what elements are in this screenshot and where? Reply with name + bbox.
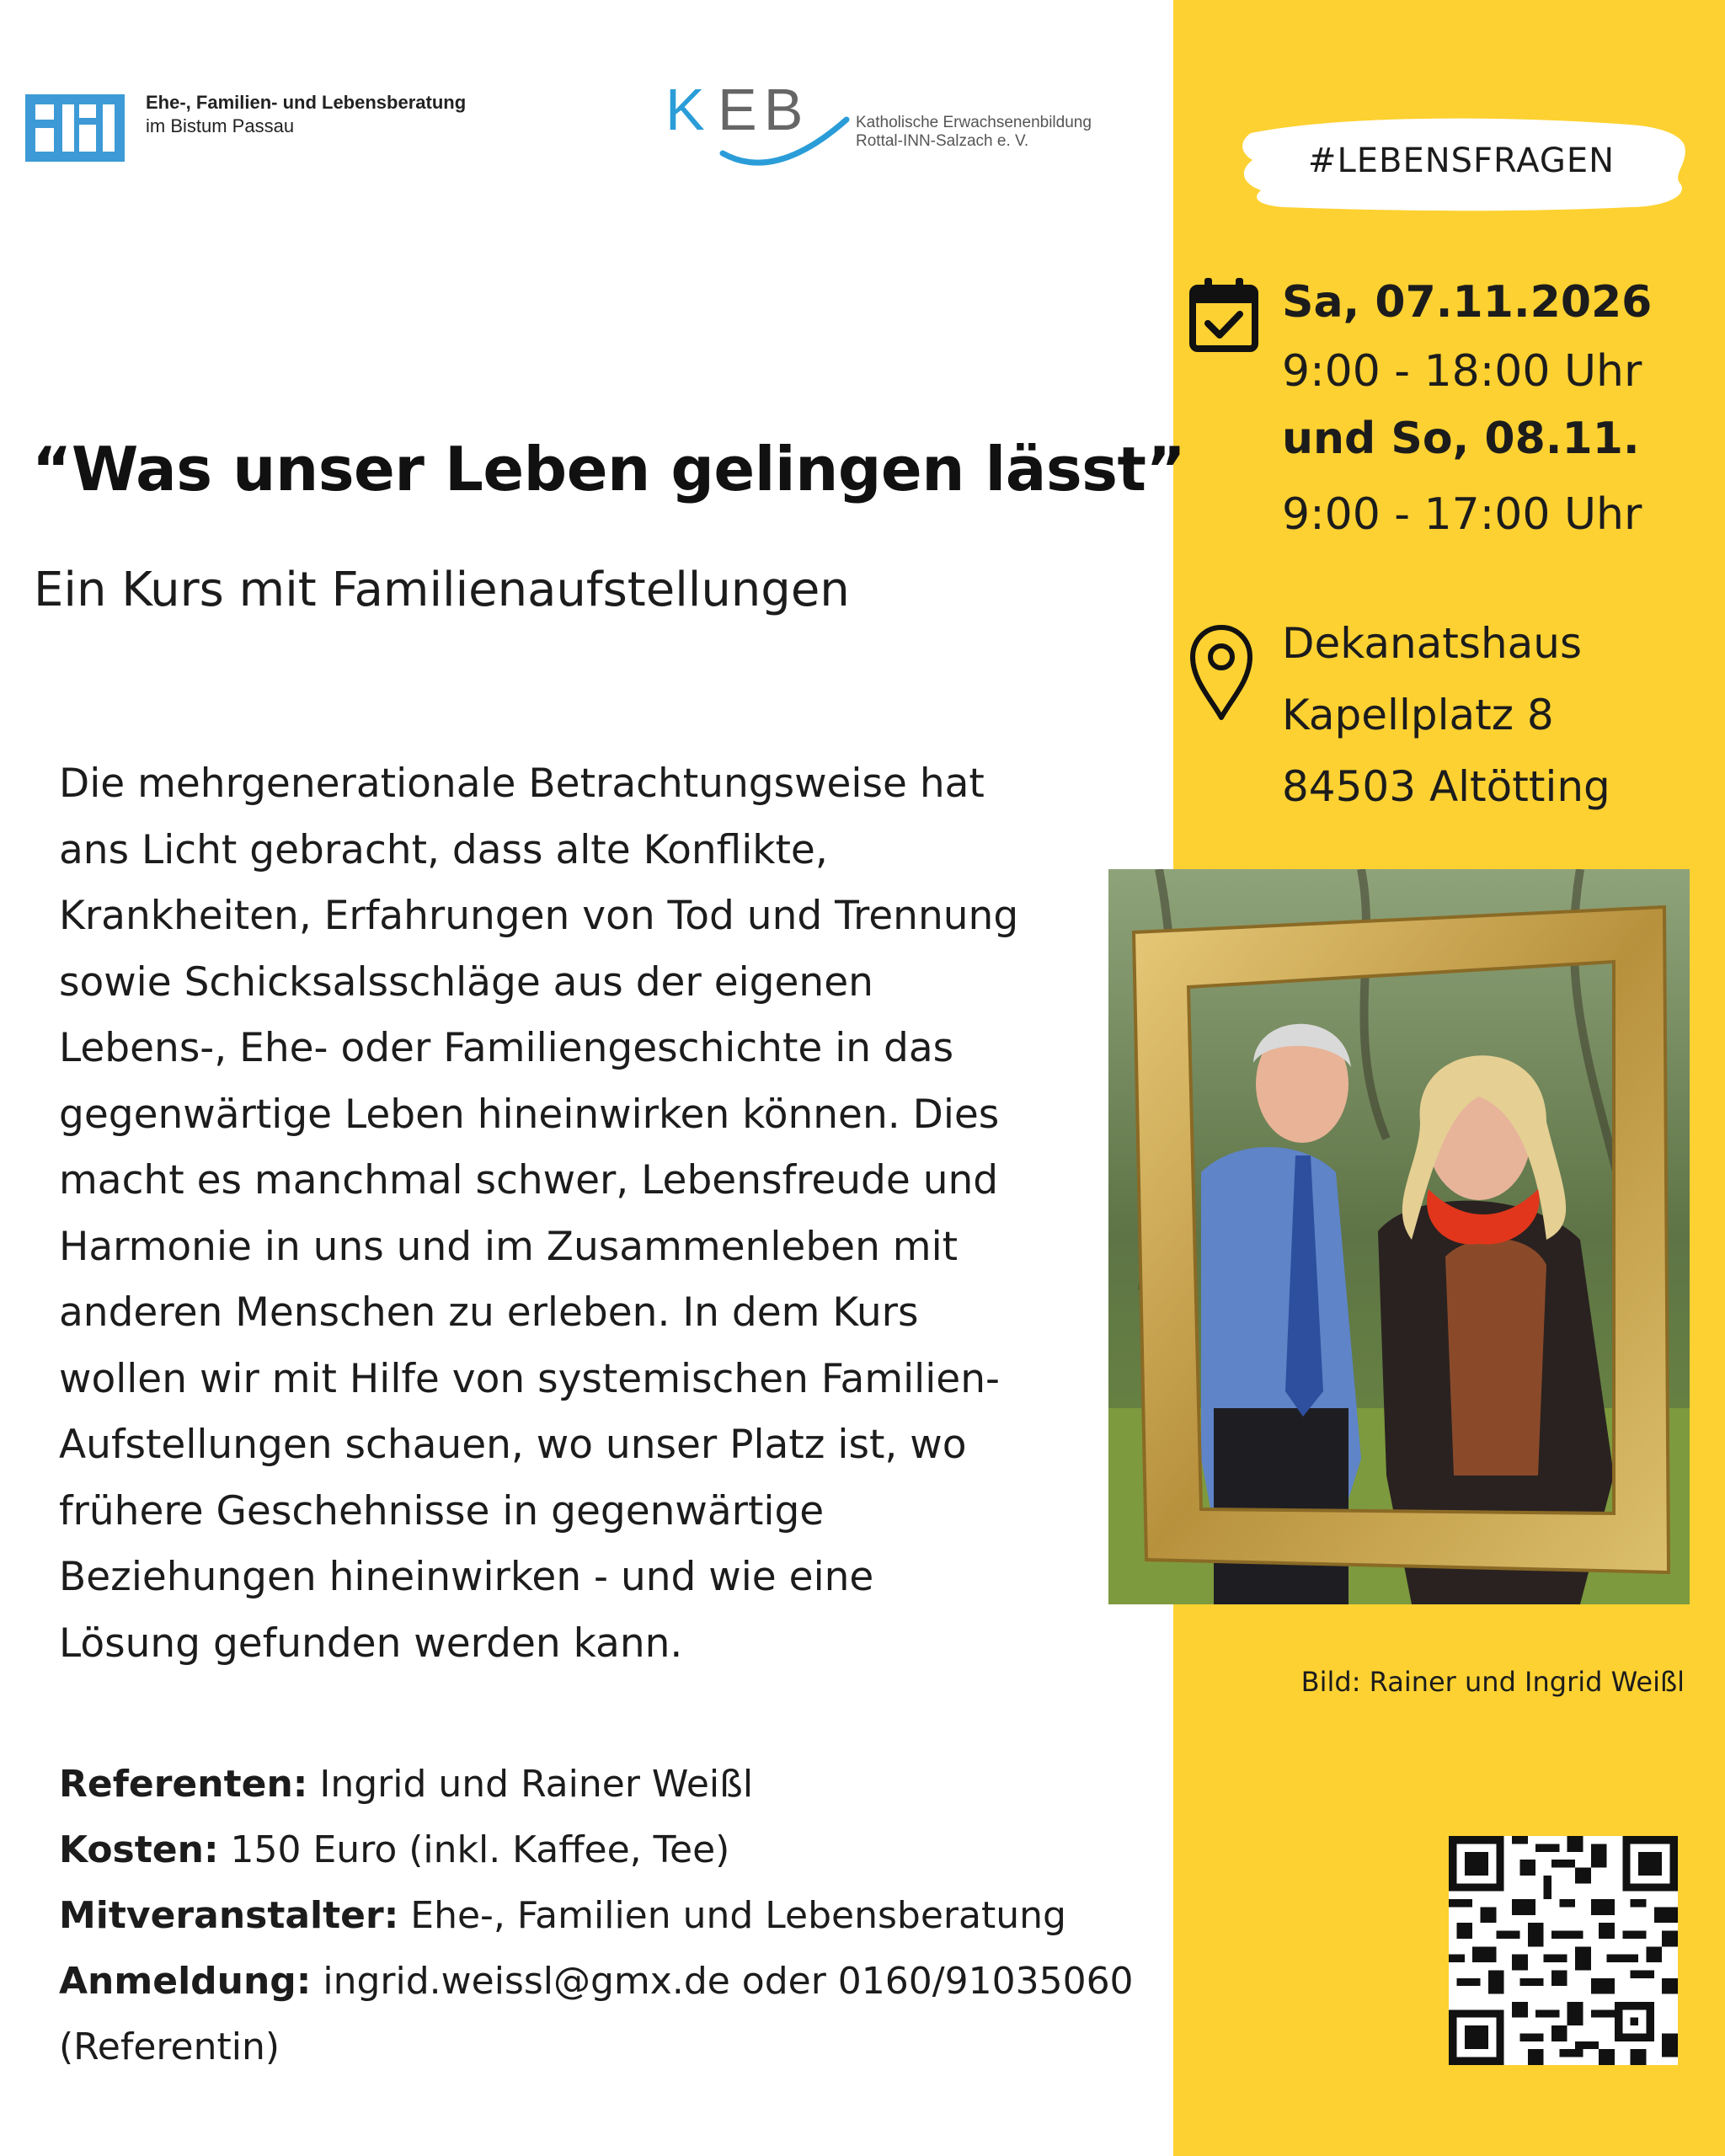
- efl-name: Ehe-, Familien- und Lebensberatung: [146, 92, 467, 113]
- location-block: [1282, 608, 1610, 823]
- body-line: ans Licht gebracht, dass alte Konflikte,: [59, 826, 828, 873]
- body-line: gegenwärtige Leben hineinwirken können. Dies: [59, 1091, 1000, 1138]
- time-saturday: 9:00 - 18:00 Uhr: [1282, 346, 1642, 397]
- page-subtitle: Ein Kurs mit Familienaufstellungen: [34, 563, 850, 617]
- detail-label: Kosten:: [59, 1828, 219, 1871]
- description-text: [59, 751, 1120, 1677]
- detail-value: Ehe-, Familien und Lebensberatung: [398, 1894, 1066, 1937]
- date-time-block: [1282, 268, 1652, 549]
- photo-caption: Bild: Rainer und Ingrid Weißl: [1300, 1666, 1685, 1698]
- date-saturday: Sa, 07.11.2026: [1282, 277, 1653, 328]
- detail-value: 150 Euro (inkl. Kaffee, Tee): [218, 1828, 730, 1871]
- detail-kosten: [59, 1817, 1134, 1883]
- keb-name: Katholische Erwachsenenbildung: [856, 114, 1092, 131]
- referents-photo: [1108, 869, 1690, 1604]
- body-line: Lebens-, Ehe- oder Familiengeschichte in das: [59, 1025, 954, 1071]
- svg-text:EB: EB: [718, 77, 810, 142]
- body-line: Beziehungen hineinwirken - und wie eine: [59, 1554, 874, 1600]
- body-line: macht es manchmal schwer, Lebensfreude und: [59, 1157, 999, 1203]
- body-line: frühere Geschehnisse in gegenwärtige: [59, 1487, 825, 1534]
- page-title: “Was unser Leben gelingen lässt”: [32, 434, 1186, 504]
- body-line: Die mehrgenerationale Betrachtungsweise hat: [59, 760, 985, 807]
- detail-mitveranstalter: [59, 1883, 1134, 1949]
- keb-logo: [665, 77, 851, 179]
- detail-anmeldung: [59, 1949, 1134, 2015]
- detail-label: Referenten:: [59, 1763, 308, 1806]
- body-line: sowie Schicksalsschläge aus der eigenen: [59, 958, 873, 1006]
- body-line: Aufstellungen schauen, wo unser Platz ist, wo: [59, 1422, 967, 1468]
- detail-referenten: [59, 1752, 1134, 1817]
- efl-logo: [25, 94, 125, 162]
- calendar-check-icon: [1188, 276, 1260, 354]
- map-pin-icon: [1188, 623, 1255, 723]
- svg-text:K: K: [665, 77, 712, 142]
- body-line: Krankheiten, Erfahrungen von Tod und Trennung: [59, 893, 1019, 939]
- body-line: wollen wir mit Hilfe von systemischen Familien-: [59, 1355, 1000, 1402]
- detail-anmeldung-note: (Referentin): [59, 2025, 280, 2068]
- hashtag-label: #LEBENSFRAGEN: [1307, 141, 1616, 180]
- keb-logo-text: [856, 114, 1092, 151]
- location-city: 84503 Altötting: [1282, 762, 1610, 811]
- detail-label: Mitveranstalter:: [59, 1894, 399, 1937]
- event-details: [59, 1752, 1134, 2080]
- qr-code[interactable]: [1449, 1836, 1678, 2065]
- detail-label: Anmeldung:: [59, 1960, 312, 2003]
- body-line: Lösung gefunden werden kann.: [59, 1620, 683, 1667]
- date-sunday: und So, 08.11.: [1282, 414, 1640, 464]
- body-line: Harmonie in uns und im Zusammenleben mit: [59, 1223, 959, 1270]
- keb-subname: Rottal-INN-Salzach e. V.: [856, 132, 1029, 150]
- location-street: Kapellplatz 8: [1282, 691, 1554, 739]
- efl-subname: im Bistum Passau: [146, 115, 295, 136]
- time-sunday: 9:00 - 17:00 Uhr: [1282, 489, 1642, 540]
- contact-link[interactable]: ingrid.weissl@gmx.de oder 0160/91035060: [311, 1960, 1134, 2003]
- location-venue: Dekanatshaus: [1282, 619, 1583, 668]
- efl-logo-text: [146, 91, 466, 138]
- body-line: anderen Menschen zu erleben. In dem Kurs: [59, 1289, 919, 1336]
- detail-value: Ingrid und Rainer Weißl: [307, 1763, 754, 1806]
